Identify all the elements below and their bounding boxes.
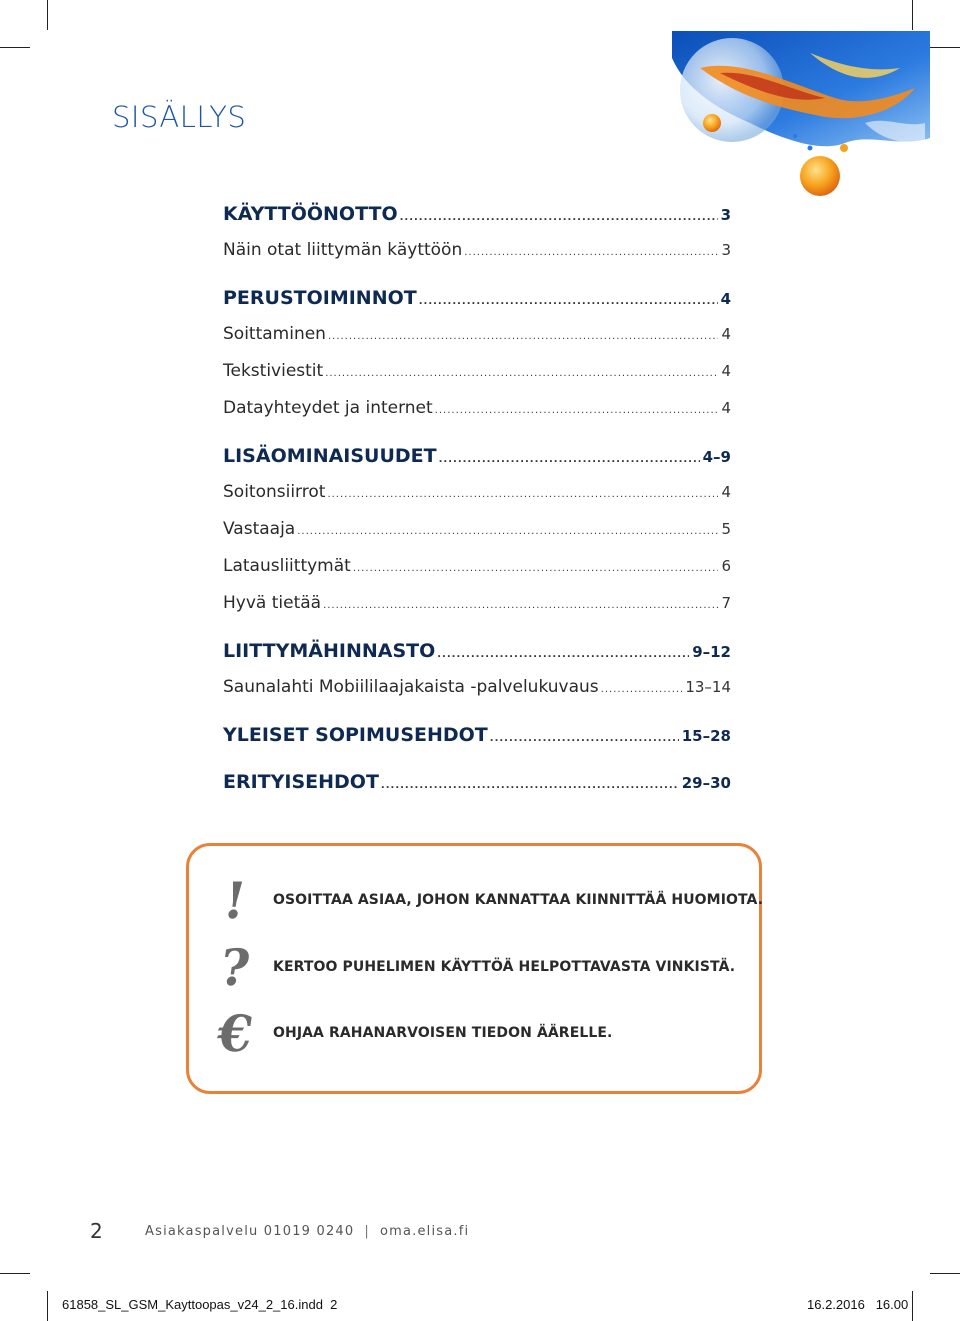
toc-page-number: 4–9	[702, 448, 731, 466]
legend-text: OHJAA RAHANARVOISEN TIEDON ÄÄRELLE.	[273, 1025, 613, 1041]
toc-label: Soitonsiirrot	[223, 482, 326, 502]
toc-section[interactable]	[223, 196, 731, 232]
toc-section[interactable]	[223, 717, 731, 753]
legend-item	[209, 937, 736, 997]
toc-section[interactable]	[223, 438, 731, 474]
toc-page-number: 3	[721, 241, 731, 259]
toc-section[interactable]	[223, 633, 731, 669]
toc-leader-dots	[490, 721, 679, 757]
toc-page-number: 4	[721, 483, 731, 501]
toc-entry[interactable]	[223, 511, 731, 548]
toc-section[interactable]	[223, 280, 731, 316]
slug-timestamp	[807, 1297, 908, 1312]
slug-page: 2	[330, 1297, 338, 1312]
toc-page-number: 13–14	[685, 678, 731, 696]
crop-mark	[0, 1273, 30, 1274]
slug-time: 16.00	[875, 1297, 909, 1312]
slug-date: 16.2.2016	[807, 1297, 865, 1312]
toc-page-number: 15–28	[681, 727, 731, 745]
toc-section[interactable]	[223, 764, 731, 800]
toc-entry[interactable]	[223, 353, 731, 390]
toc-label: Näin otat liittymän käyttöön	[223, 240, 463, 260]
page-number: 2	[90, 1219, 103, 1243]
toc-leader-dots	[439, 442, 700, 478]
toc-label: YLEISET SOPIMUSEHDOT	[223, 724, 488, 746]
footer-website[interactable]: oma.elisa.fi	[379, 1224, 470, 1239]
toc-label: PERUSTOIMINNOT	[223, 287, 417, 309]
toc-label: ERITYISEHDOT	[223, 771, 379, 793]
legend-item	[209, 1003, 613, 1063]
toc-entry[interactable]	[223, 232, 731, 269]
legend-box	[186, 843, 762, 1094]
toc-leader-dots	[325, 355, 718, 392]
toc-entry[interactable]	[223, 548, 731, 585]
crop-mark	[912, 1291, 913, 1321]
toc-label: Tekstiviestit	[223, 361, 324, 381]
toc-leader-dots	[419, 284, 718, 320]
toc-label: KÄYTTÖÖNOTTO	[223, 203, 398, 225]
toc-page-number: 5	[721, 520, 731, 538]
crop-mark	[47, 0, 48, 30]
toc-entry[interactable]	[223, 390, 731, 427]
toc-leader-dots	[323, 587, 718, 624]
toc-leader-dots	[435, 392, 719, 429]
toc-leader-dots	[327, 476, 718, 513]
crop-mark	[0, 47, 30, 48]
page-title: SISÄLLYS	[112, 100, 247, 134]
toc-entry[interactable]	[223, 585, 731, 622]
toc-label: Hyvä tietää	[223, 593, 322, 613]
toc-leader-dots	[381, 768, 679, 804]
toc-label: Datayhteydet ja internet	[223, 398, 433, 418]
toc-leader-dots	[601, 671, 683, 708]
toc-label: Latausliittymät	[223, 556, 351, 576]
toc-label: Saunalahti Mobiililaajakaista -palvelukuvaus	[223, 677, 599, 697]
euro-icon: €	[213, 1003, 257, 1063]
toc-entry[interactable]	[223, 669, 731, 706]
toc-leader-dots	[353, 550, 719, 587]
toc-leader-dots	[464, 234, 718, 271]
toc-page-number: 6	[721, 557, 731, 575]
crop-mark	[47, 1291, 48, 1321]
crop-mark	[930, 1273, 960, 1274]
toc-page-number: 9–12	[692, 643, 731, 661]
legend-text: OSOITTAA ASIAA, JOHON KANNATTAA KIINNITTÄÄ HUOMIOTA.	[273, 892, 764, 908]
footer-contact	[145, 1224, 469, 1239]
toc-page-number: 7	[721, 594, 731, 612]
table-of-contents	[223, 196, 731, 800]
decorative-splash-image	[660, 28, 940, 203]
legend-text: KERTOO PUHELIMEN KÄYTTÖÄ HELPOTTAVASTA VINKISTÄ.	[273, 959, 736, 975]
toc-page-number: 4	[720, 290, 731, 308]
slug-filename-line	[62, 1297, 337, 1312]
toc-label: Soittaminen	[223, 324, 326, 344]
legend-item	[209, 870, 764, 930]
toc-page-number: 4	[721, 325, 731, 343]
toc-leader-dots	[437, 637, 689, 673]
toc-entry[interactable]	[223, 316, 731, 353]
toc-page-number: 29–30	[681, 774, 731, 792]
toc-label: Vastaaja	[223, 519, 296, 539]
toc-leader-dots	[297, 513, 718, 550]
toc-leader-dots	[328, 318, 718, 355]
toc-label: LISÄOMINAISUUDET	[223, 445, 437, 467]
toc-page-number: 3	[720, 206, 731, 224]
crop-mark	[912, 0, 913, 30]
exclamation-icon: !	[219, 870, 251, 930]
toc-page-number: 4	[721, 362, 731, 380]
footer-phone: Asiakaspalvelu 01019 0240	[145, 1224, 355, 1239]
toc-page-number: 4	[721, 399, 731, 417]
slug-filename: 61858_SL_GSM_Kayttoopas_v24_2_16.indd	[62, 1297, 323, 1312]
toc-label: LIITTYMÄHINNASTO	[223, 640, 436, 662]
toc-entry[interactable]	[223, 474, 731, 511]
footer-separator: |	[364, 1224, 370, 1239]
question-icon: ?	[216, 937, 254, 997]
toc-leader-dots	[400, 200, 718, 236]
